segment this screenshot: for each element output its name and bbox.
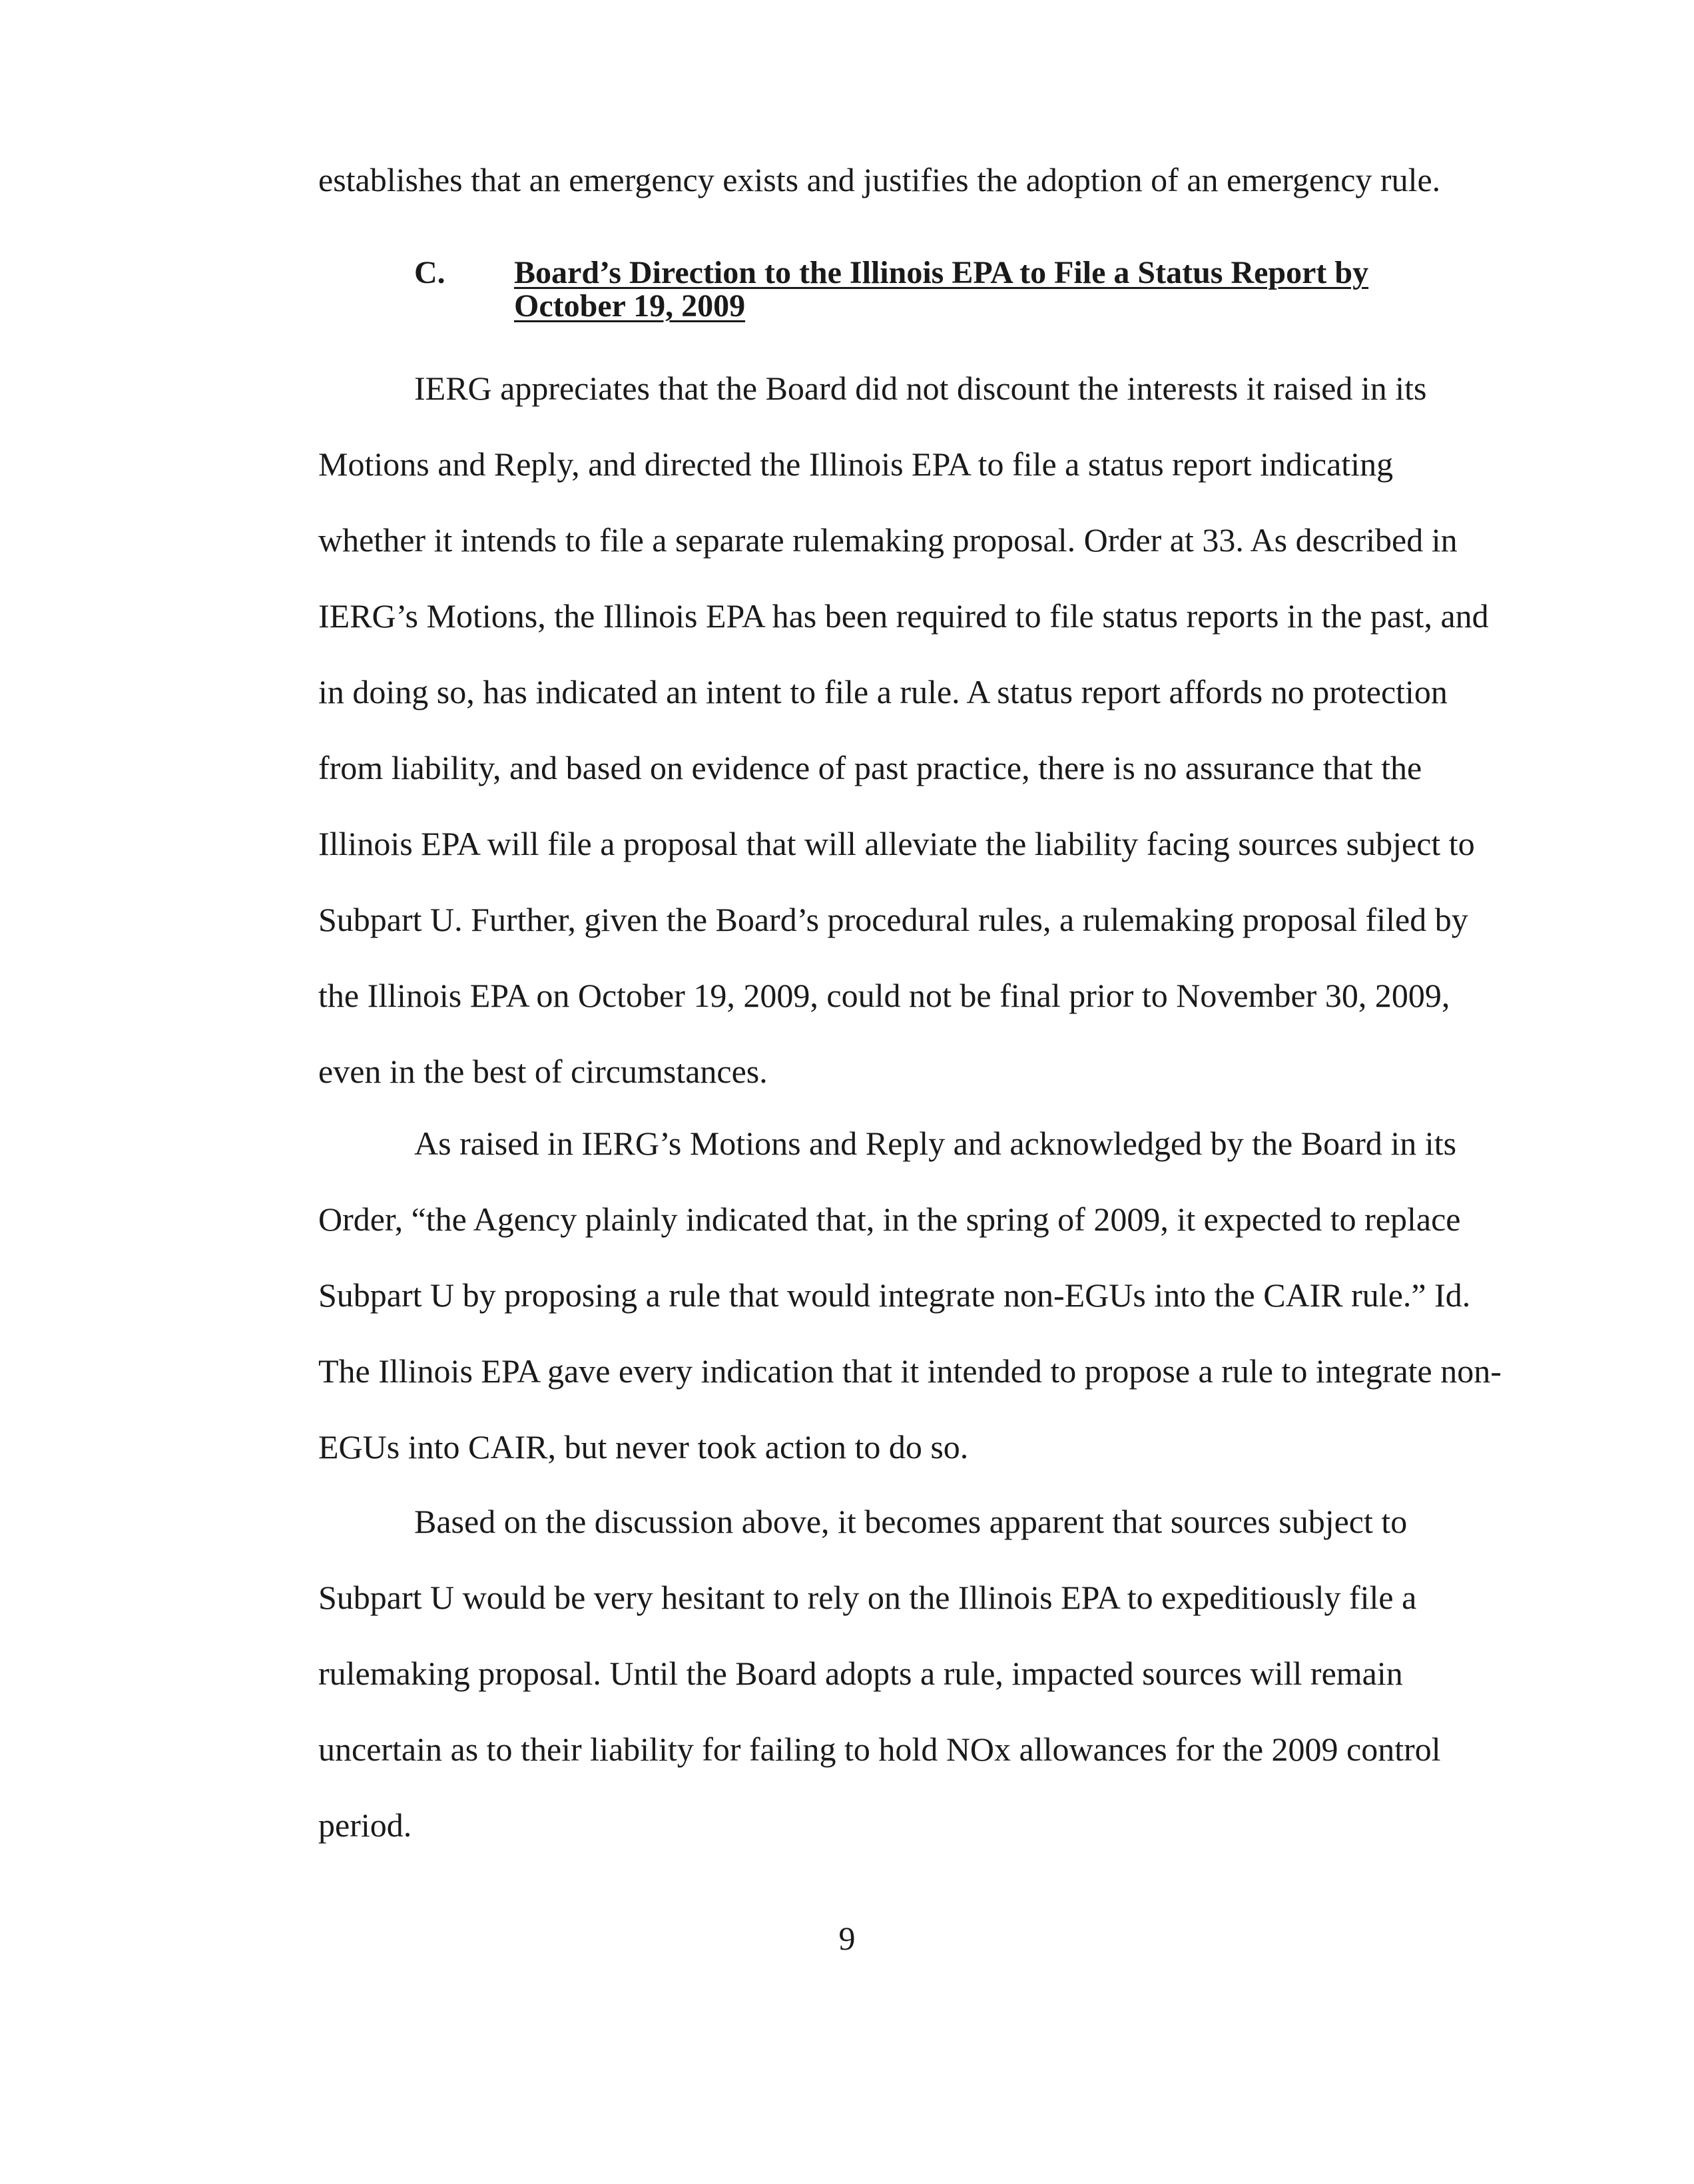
section-title: Board’s Direction to the Illinois EPA to File a Status Report by October 19, 2009 xyxy=(514,255,1369,324)
section-letter: C. xyxy=(414,255,445,290)
body-paragraph-3 xyxy=(318,1484,1504,1863)
body-paragraph-2 xyxy=(318,1105,1504,1485)
lead-line xyxy=(318,160,1504,200)
page-number: 9 xyxy=(838,1920,856,1957)
paragraph-text: Based on the discussion above, it becomes apparent that sources subject to Subpart U would be very hesitant to rely on the Illinois EPA to expeditiously file a rulemaking proposal. Until the Board adopts a rule, impacted sources will remain uncertain as to their liability for failing to hold NOx allowances for the 2009 control period. xyxy=(318,1503,1441,1844)
body-paragraph-1 xyxy=(318,350,1504,1109)
paragraph-text: IERG appreciates that the Board did not discount the interests it raised in its Motions and Reply, and directed the Illinois EPA to file a status report indicating whether it intends to file a separate rulemaking proposal. Order at 33. As described in IERG’s Motions, the Illinois EPA has been required to file status reports in the past, and in doing so, has indicated an intent to file a rule. A status report affords no protection from liability, and based on evidence of past practice, there is no assurance that the Illinois EPA will file a proposal that will alleviate the liability facing sources subject to Subpart U. Further, given the Board’s procedural rules, a rulemaking proposal filed by the Illinois EPA on October 19, 2009, could not be final prior to November 30, 2009, even in the best of circumstances. xyxy=(318,370,1489,1090)
lead-line-text: establishes that an emergency exists and justifies the adoption of an emergency rule. xyxy=(318,161,1441,198)
paragraph-text: As raised in IERG’s Motions and Reply and acknowledged by the Board in its Order, “the Agency plainly indicated that, in the spring of 2009, it expected to replace Subpart U by proposing a rule that would integrate non-EGUs into the CAIR rule.” Id. The Illinois EPA gave every indication that it intended to propose a rule to integrate non-EGUs into CAIR, but never took action to do so. xyxy=(318,1125,1502,1466)
